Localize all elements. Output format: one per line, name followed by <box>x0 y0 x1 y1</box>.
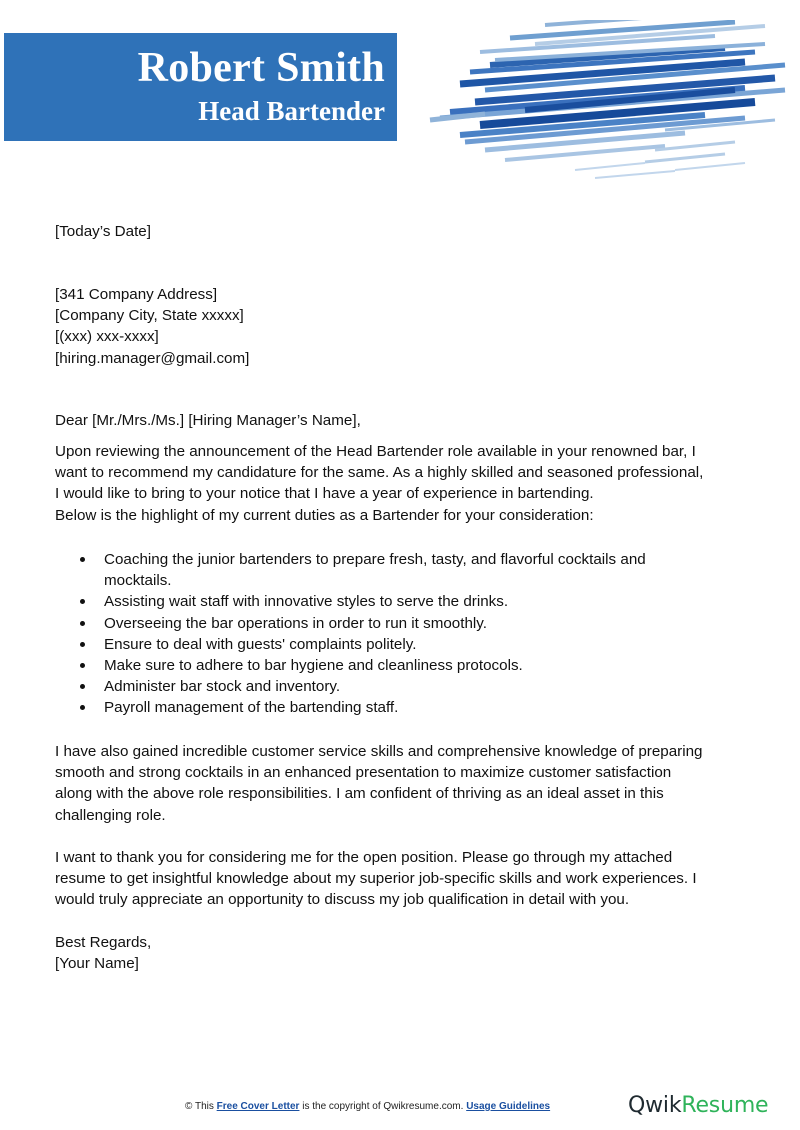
duty-item: Payroll management of the bartending staff. <box>55 697 755 718</box>
duty-item: Administer bar stock and inventory. <box>55 676 755 697</box>
closing-regards: Best Regards, <box>55 934 152 951</box>
paragraph-line: challenging role. <box>55 806 166 824</box>
paragraph-line: smooth and strong cocktails in an enhanced presentation to maximize customer satisfaction <box>55 764 672 782</box>
letter-date: [Today’s Date] <box>55 223 151 240</box>
recipient-city-state: [Company City, State xxxxx] <box>55 307 244 325</box>
decorative-stripes-graphic <box>425 20 800 190</box>
paragraph-line: Upon reviewing the announcement of the Head Bartender role available in your renowned bar, I <box>55 443 696 460</box>
bullet-icon <box>80 599 85 604</box>
signature-block <box>55 932 755 974</box>
bullet-icon <box>80 642 85 647</box>
salutation: Dear [Mr./Mrs./Ms.] [Hiring Manager’s Name], <box>55 412 361 429</box>
bullet-icon <box>80 557 85 562</box>
recipient-email: [hiring.manager@gmail.com] <box>55 349 250 367</box>
duty-item: Make sure to adhere to bar hygiene and cleanliness protocols. <box>55 655 755 676</box>
paragraph-line: resume to get insightful knowledge about my superior job-specific skills and work experiences. I <box>55 870 697 888</box>
closing-paragraph <box>55 847 755 911</box>
skills-paragraph <box>55 741 755 826</box>
paragraph-line: Below is the highlight of my current duties as a Bartender for your consideration: <box>55 506 594 524</box>
copyright-notice: © This Free Cover Letter is the copyright of Qwikresume.com. Usage Guidelines <box>185 1101 551 1112</box>
recipient-block <box>55 284 755 369</box>
bullet-icon <box>80 663 85 668</box>
paragraph-line: along with the above role responsibilities. I am confident of thriving as an ideal asset in this <box>55 785 664 803</box>
duty-item: Coaching the junior bartenders to prepare fresh, tasty, and flavorful cocktails and mocktails. <box>55 549 755 591</box>
paragraph-line: want to recommend my candidature for the same. As a highly skilled and seasoned professional, <box>55 464 704 482</box>
recipient-phone: [(xxx) xxx-xxxx] <box>55 328 159 346</box>
intro-paragraph <box>55 441 755 526</box>
paragraph-line: I want to thank you for considering me for the open position. Please go through my attached <box>55 849 673 866</box>
usage-guidelines-link[interactable]: Usage Guidelines <box>466 1101 551 1112</box>
signature-name: [Your Name] <box>55 955 139 973</box>
bullet-icon <box>80 705 85 710</box>
bullet-icon <box>80 684 85 689</box>
paragraph-line: I would like to bring to your notice that I have a year of experience in bartending. <box>55 485 594 503</box>
recipient-address: [341 Company Address] <box>55 286 218 303</box>
duty-item: Assisting wait staff with innovative styles to serve the drinks. <box>55 591 755 612</box>
duty-item: Overseeing the bar operations in order to run it smoothly. <box>55 613 755 634</box>
paragraph-line: I have also gained incredible customer service skills and comprehensive knowledge of preparing <box>55 743 703 760</box>
duty-item: Ensure to deal with guests' complaints politely. <box>55 634 755 655</box>
duties-list <box>55 549 755 719</box>
applicant-title: Head Bartender <box>198 96 385 126</box>
free-cover-letter-link[interactable]: Free Cover Letter <box>216 1101 300 1112</box>
bullet-icon <box>80 621 85 626</box>
paragraph-line: would truly appreciate an opportunity to discuss my job qualification in detail with you. <box>55 891 630 909</box>
qwikresume-logo[interactable]: QwikResume <box>628 1093 769 1118</box>
applicant-name: Robert Smith <box>137 45 385 91</box>
header-banner <box>4 33 397 141</box>
